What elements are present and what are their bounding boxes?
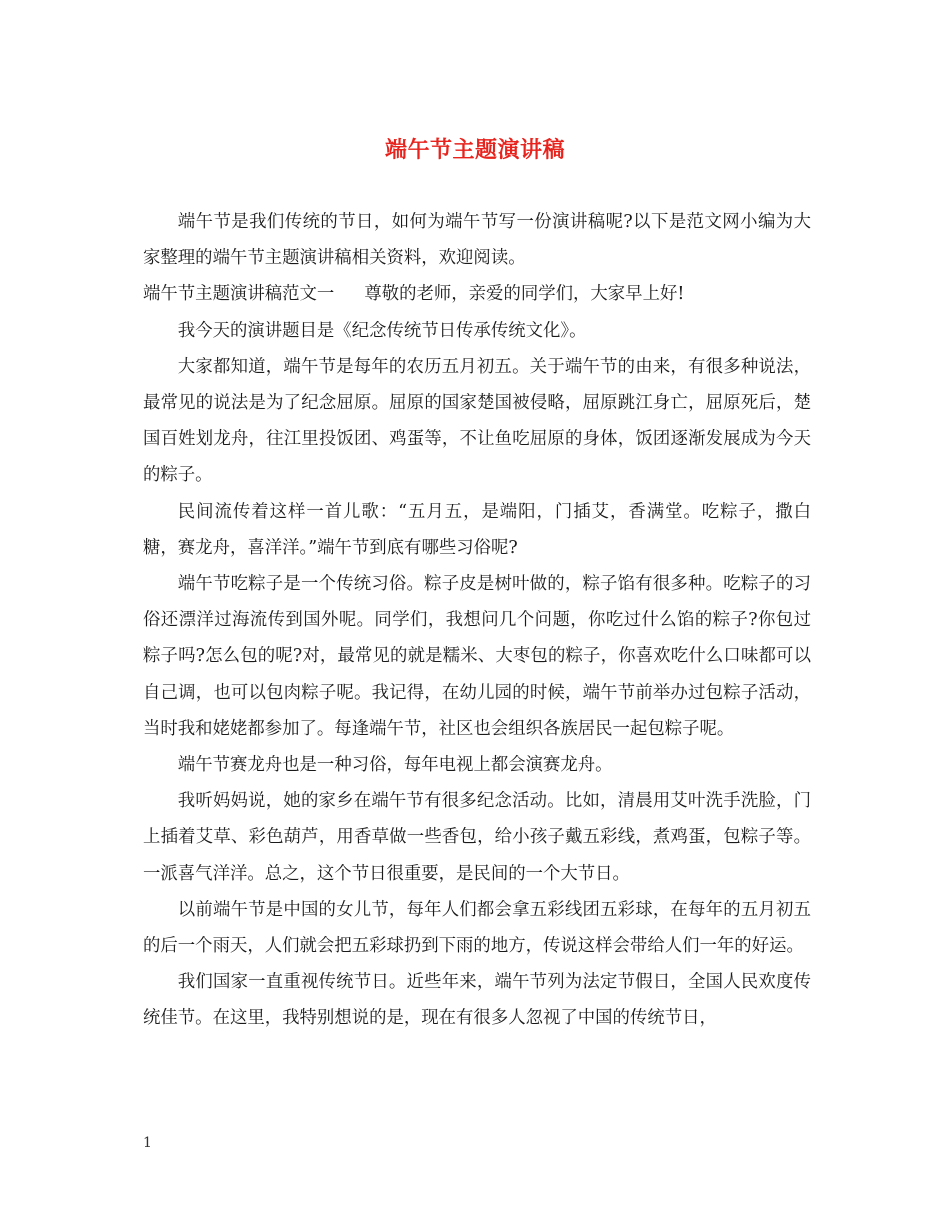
document-body	[143, 204, 811, 1037]
page-number: 1	[143, 1135, 152, 1151]
body-paragraph: 我们国家一直重视传统节日。近些年来，端午节列为法定节假日，全国人民欢度传统佳节。在这里，我特别想说的是，现在有很多人忽视了中国的传统节日，	[143, 972, 811, 1029]
body-paragraph: 我听妈妈说，她的家乡在端午节有很多纪念活动。比如，清晨用艾叶洗手洗脸，门上插着艾草、彩色葫芦，用香草做一些香包，给小孩子戴五彩线，煮鸡蛋，包粽子等。一派喜气洋洋。总之，这个节日很重要，是民间的一个大节日。	[143, 791, 811, 884]
body-paragraph: 大家都知道，端午节是每年的农历五月初五。关于端午节的由来，有很多种说法，最常见的说法是为了纪念屈原。屈原的国家楚国被侵略，屈原跳江身亡，屈原死后，楚国百姓划龙舟，往江里投饭团、鸡蛋等，不让鱼吃屈原的身体，饭团逐渐发展成为今天的粽子。	[143, 356, 811, 486]
body-paragraph: 我今天的演讲题目是《纪念传统节日传承传统文化》。	[177, 320, 587, 341]
body-paragraph: 端午节赛龙舟也是一种习俗，每年电视上都会演赛龙舟。	[177, 755, 613, 776]
section-heading-line	[143, 276, 811, 312]
greeting-text: 尊敬的老师，亲爱的同学们，大家早上好!	[364, 284, 685, 305]
body-paragraph: 端午节吃粽子是一个传统习俗。粽子皮是树叶做的，粽子馅有很多种。吃粽子的习俗还漂洋过海流传到国外呢。同学们，我想问几个问题，你吃过什么馅的粽子?你包过粽子吗?怎么包的呢?对，最常见的就是糯米、大枣包的粽子，你喜欢吃什么口味都可以自己调，也可以包肉粽子呢。我记得，在幼儿园的时候，端午节前举办过包粽子活动，当时我和姥姥都参加了。每逢端午节，社区也会组织各族居民一起包粽子呢。	[143, 574, 811, 739]
section-label: 端午节主题演讲稿范文一	[143, 284, 335, 305]
body-paragraph: 民间流传着这样一首儿歌：“五月五，是端阳，门插艾，香满堂。吃粽子，撒白糖，赛龙舟，喜洋洋。”端午节到底有哪些习俗呢?	[143, 501, 811, 558]
body-paragraph: 以前端午节是中国的女儿节，每年人们都会拿五彩线团五彩球，在每年的五月初五的后一个雨天，人们就会把五彩球扔到下雨的地方，传说这样会带给人们一年的好运。	[143, 899, 811, 957]
document-title: 端午节主题演讲稿	[384, 137, 565, 163]
intro-paragraph: 端午节是我们传统的节日，如何为端午节写一份演讲稿呢?以下是范文网小编为大家整理的端午节主题演讲稿相关资料，欢迎阅读。	[143, 212, 811, 269]
